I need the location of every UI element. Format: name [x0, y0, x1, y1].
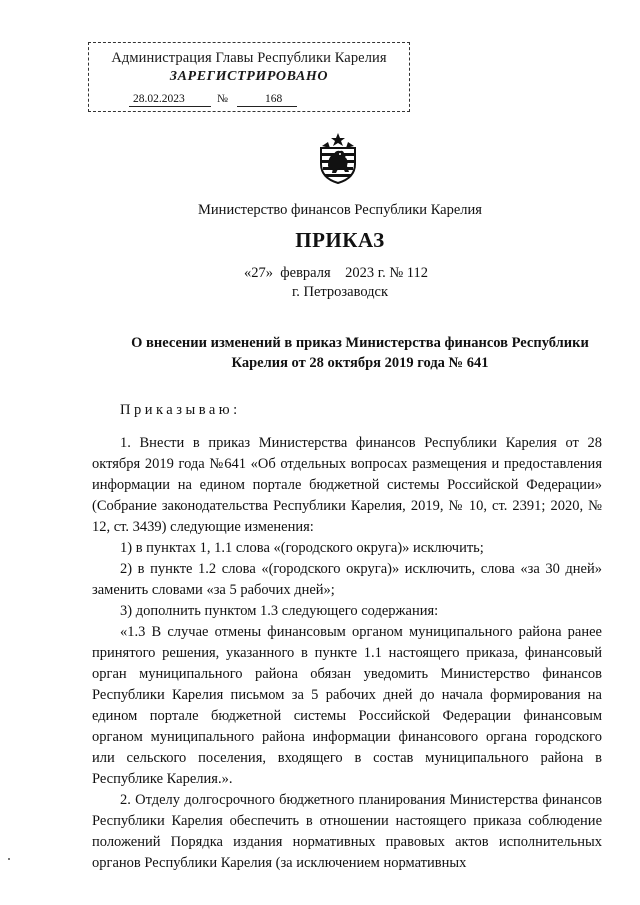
document-type-title: ПРИКАЗ	[295, 228, 385, 252]
scan-margin-mark	[8, 858, 10, 860]
ministry-name: Министерство финансов Республики Карелия	[198, 202, 482, 218]
stamp-number: 168	[265, 93, 283, 105]
stamp-date: 28.02.2023	[133, 93, 185, 105]
order-date-number: «27» февраля 2023 г. № 112	[244, 265, 429, 281]
amendment-item-3: 3) дополнить пунктом 1.3 следующего содержания:	[120, 603, 439, 619]
stamp-number-sign: №	[217, 93, 228, 105]
stamp-status: ЗАРЕГИСТРИРОВАНО	[169, 69, 329, 84]
quoted-clause-1-3: «1.3 В случае отмены финансовым органом муниципального района ранее принятого решения, указанного в пункте 1.1 настоящего приказа, финансовый орган муниципального района обязан уведомить Министерство финансов Республики Карелия письмом за 5 рабочих дней до начала формирования на едином портале бюджетной системы Российской Федерации финансовым органом муниципального района информации финансового органа городского или сельского поселения, входящего в состав муниципального района в Республике Карелия.».	[92, 624, 602, 787]
city: г. Петрозаводск	[291, 284, 389, 300]
stamp-date-underline	[129, 106, 211, 107]
karelia-coat-of-arms-icon	[316, 132, 360, 184]
amendment-item-1: 1) в пунктах 1, 1.1 слова «(городского округа)» исключить;	[120, 540, 484, 556]
order-body	[92, 400, 602, 874]
order-subject: О внесении изменений в приказ Министерства финансов Республики Карелия от 28 октября 2019 года № 641	[131, 335, 589, 371]
amendment-item-2: 2) в пункте 1.2 слова «(городского округа)» исключить, слова «за 30 дней» заменить словами «за 5 рабочих дней»;	[92, 561, 602, 598]
stamp-number-underline	[237, 106, 297, 107]
stamp-organization: Администрация Главы Республики Карелия	[111, 50, 387, 66]
registration-stamp	[88, 42, 410, 112]
paragraph-1: 1. Внести в приказ Министерства финансов Республики Карелия от 28 октября 2019 года №641 «Об отдельных вопросах размещения и предоставления информации на едином портале бюджетной системы Российской Федерации» (Собрание законодательства Республики Карелия, 2019, № 10, ст. 2391; 2020, № 12, ст. 3439) следующие изменения:	[92, 435, 602, 535]
paragraph-2: 2. Отделу долгосрочного бюджетного планирования Министерства финансов Республики Карелия обеспечить в отношении настоящего приказа соблюдение положений Порядка издания нормативных правовых актов исполнительных органов Республики Карелия (за исключением нормативных	[92, 792, 602, 871]
orders-word: Приказываю:	[120, 402, 241, 418]
